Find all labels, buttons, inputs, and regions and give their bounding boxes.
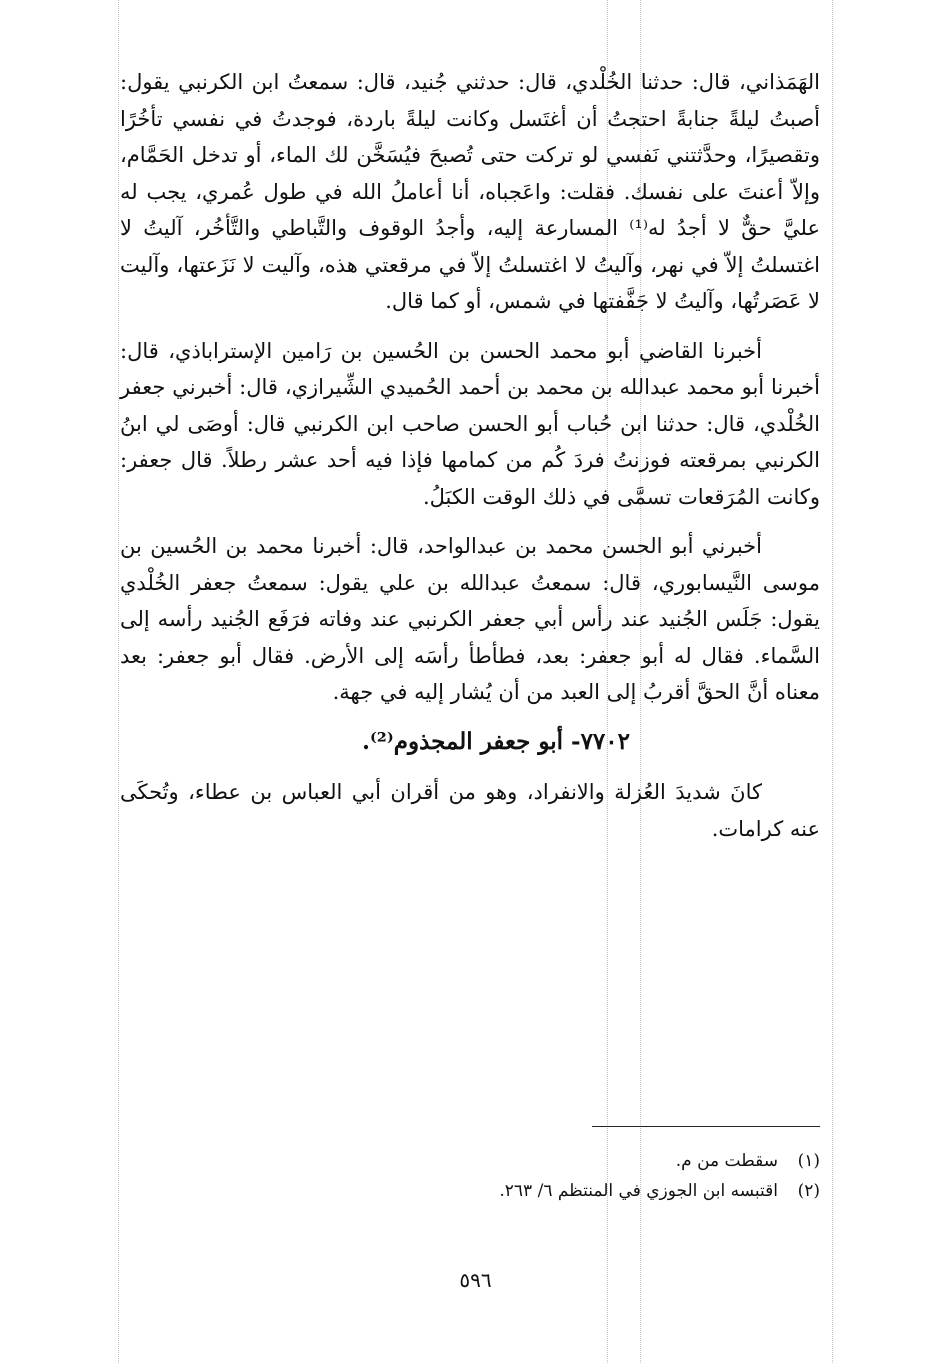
footnotes — [220, 1146, 820, 1206]
paragraph-1: الهَمَذاني، قال: حدثنا الخُلْدي، قال: حدثني جُنيد، قال: سمعتُ ابن الكرنبي يقول: أصبتُ ليلةً جنابةً احتجتُ أن أغتَسل وكانت ليلةً باردة، فوجدتُ في نفسي تأخُرًا وتقصيرًا، وحدَّثتني نَفسي لو تركت حتى تُصبحَ فيُسَخَّن لك الماء، أو تدخل الحَمَّام، وإلاّ أعنتَ على نفسك. فقلت: واعَجباه، أنا أعاملُ الله في طول عُمري، يجب له عليَّ حقٌّ لا أجدُ له⁽¹⁾ المسارعة إليه، وأجدُ الوقوف والتَّباطي والتَّأخُر، آليتُ لا اغتسلتُ إلاّ في نهر، وآليتُ لا اغتسلتُ إلاّ في مرقعتي هذه، وآليت لا نَزَعتها، وآليت لا عَصَرتُها، وآليتُ لا جَفَّفتها في شمس، أو كما قال. — [120, 70, 821, 313]
footnote-2 — [220, 1176, 820, 1206]
paragraph-4: كانَ شديدَ العُزلة والانفراد، وهو من أقران أبي العباس بن عطاء، وتُحكَى عنه كرامات. — [120, 780, 820, 841]
footnote-text: سقطت من م. — [675, 1151, 778, 1171]
scan-guide-line — [832, 0, 833, 1363]
footnote-mark: (٢) — [797, 1181, 820, 1201]
main-text — [120, 64, 820, 847]
page-number: ٥٩٦ — [459, 1268, 492, 1292]
paragraph-2: أخبرنا القاضي أبو محمد الحسن بن الحُسين بن رَامين الإستراباذي، قال: أخبرنا أبو محمد عبدالله بن محمد بن أحمد الحُميدي الشِّيرازي، قال: أخبرني جعفر الخُلْدي، قال: حدثنا ابن حُباب أبو الحسن صاحب ابن الكرنبي قال: أوصَى لي ابنُ الكرنبي بمرقعته فوزنتُ فردَ كُم من كمامها فإذا فيه أحد عشر رطلاً. قال جعفر: وكانت المُرَقعات تسمَّى في ذلك الوقت الكبَلُ. — [120, 338, 820, 509]
footnote-mark: (١) — [797, 1151, 820, 1171]
scan-guide-line — [118, 0, 119, 1363]
paragraph-3: أخبرني أبو الحسن محمد بن عبدالواحد، قال: أخبرنا محمد بن الحُسين بن موسى النَّيسابوري، قال: سمعتُ عبدالله بن علي يقول: سمعتُ جعفر الخُلْدي يقول: جَلَس الجُنيد عند رأس أبي جعفر الكرنبي عند وفاته فرَفَع الجُنيد رأسه إلى السَّماء. فقال له أبو جعفر: بعد، فطأطأ رأسَه إلى الأرض. فقال أبو جعفر: بعد معناه أنَّ الحقَّ أقربُ إلى العبد من أن يُشار إليه في جهة. — [120, 534, 820, 704]
footnote-1 — [220, 1146, 820, 1176]
entry-heading: ٧٧٠٢- أبو جعفر المجذوم⁽²⁾. — [361, 727, 630, 755]
footnote-text: اقتبسه ابن الجوزي في المنتظم ٦/ ٢٦٣. — [499, 1181, 778, 1201]
footnote-divider — [592, 1126, 820, 1127]
